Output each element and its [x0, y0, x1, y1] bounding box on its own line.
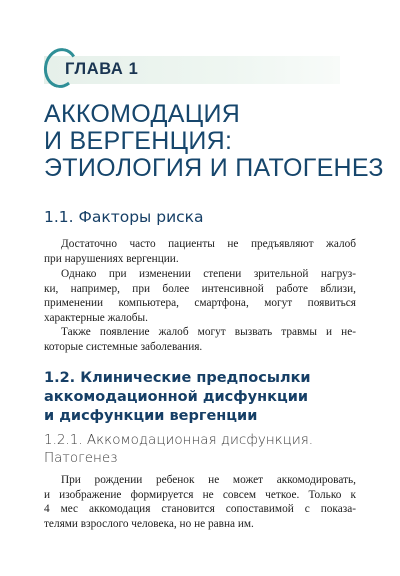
chapter-title-line: ЭТИОЛОГИЯ И ПАТОГЕНЕЗ — [44, 154, 384, 182]
text-line: Также появление жалоб могут вызвать травмы и не- — [61, 326, 356, 338]
text-line: Однако при изменении степени зрительной нагруз- — [61, 268, 356, 280]
chapter-title — [44, 101, 384, 182]
text-line: При рождении ребенок не может аккомодировать, — [61, 474, 356, 486]
section-heading-line: и дисфункции вергенции — [44, 408, 258, 424]
section-heading-clinical — [44, 369, 311, 426]
text-line: при нарушениях вергенции. — [44, 252, 179, 265]
paragraph — [44, 325, 356, 354]
text-line: и изображение формируется не совсем четкое. Только к — [44, 488, 356, 501]
text-line: ки, например, при более интенсивной работе вблизи, — [44, 282, 356, 295]
section-heading-risk-factors: 1.1. Факторы риска — [44, 208, 204, 226]
section-heading-line: 1.2. Клинические предпосылки — [44, 370, 311, 386]
text-line: Достаточно часто пациенты не предъявляют жалоб — [61, 238, 356, 250]
paragraph — [44, 267, 356, 325]
chapter-title-line: И ВЕРГЕНЦИЯ: — [44, 127, 233, 155]
text-line: телями взрослого человека, но не равна им. — [44, 517, 254, 530]
section-heading-line: аккомодационной дисфункции — [44, 389, 309, 405]
paragraph — [44, 237, 356, 266]
subsection-heading-line: Патогенез — [44, 450, 118, 466]
text-line: применении компьютера, смартфона, могут появиться — [44, 297, 356, 309]
subsection-heading — [44, 431, 313, 467]
text-line: которые системные заболевания. — [44, 340, 203, 353]
text-line: 4 мес аккомодация становится сопоставимой с показа- — [44, 503, 356, 515]
paragraph — [44, 473, 356, 531]
chapter-label: ГЛАВА 1 — [65, 60, 139, 78]
chapter-title-line: АККОМОДАЦИЯ — [44, 100, 241, 128]
subsection-heading-line: 1.2.1. Аккомодационная дисфункция. — [44, 432, 314, 448]
text-line: характерные жалобы. — [44, 311, 148, 324]
